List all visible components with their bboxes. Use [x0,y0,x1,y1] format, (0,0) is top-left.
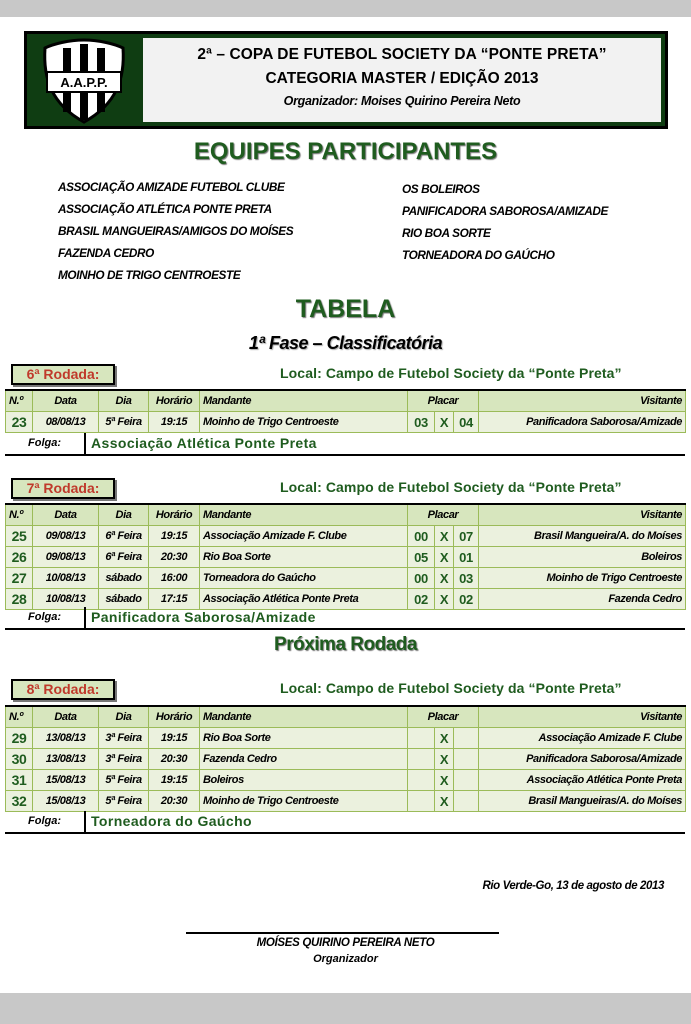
home-team: Moinho de Trigo Centroeste [200,791,408,812]
col-visitante: Visitante [479,504,686,526]
game-date: 15/08/13 [33,791,99,812]
header-category: CATEGORIA MASTER / EDIÇÃO 2013 [265,70,539,87]
header-text-panel [143,38,661,122]
col-dia: Dia [99,504,149,526]
game-number: 29 [6,728,33,749]
header-organizer: Organizador: Moises Quirino Pereira Neto [283,94,521,108]
score-separator: X [435,568,454,589]
game-time: 19:15 [149,412,200,433]
table-row [6,770,686,791]
away-score [454,749,479,770]
team-item: FAZENDA CEDRO [58,246,154,260]
header-title: 2ª – COPA DE FUTEBOL SOCIETY DA “PONTE PRETA” [197,46,607,63]
col-horario: Horário [149,504,200,526]
table-header-row [6,390,686,412]
next-round-title: Próxima Rodada [274,634,417,655]
game-number: 28 [6,589,33,610]
home-score [408,749,435,770]
round-8-table [5,705,686,812]
game-time: 17:15 [149,589,200,610]
home-team: Rio Boa Sorte [200,728,408,749]
col-horario: Horário [149,390,200,412]
table-row [6,526,686,547]
bye-team: Panificadora Saborosa/Amizade [91,609,316,625]
home-score: 02 [408,589,435,610]
col-data: Data [33,390,99,412]
score-separator: X [435,770,454,791]
home-team: Associação Amizade F. Clube [200,526,408,547]
top-border-bar [0,0,691,17]
away-team: Panificadora Saborosa/Amizade [479,412,686,433]
bye-row [5,433,685,456]
col-num: N.º [6,390,33,412]
club-shield-logo [39,38,129,124]
score-separator: X [435,589,454,610]
bye-team: Torneadora do Gaúcho [91,813,252,829]
game-day: 3ª Feira [99,728,149,749]
home-score: 03 [408,412,435,433]
round-location: Local: Campo de Futebol Society da “Ponte Preta” [280,680,622,696]
bye-label: Folga: [5,433,86,454]
table-row [6,547,686,568]
home-team: Rio Boa Sorte [200,547,408,568]
away-score: 04 [454,412,479,433]
game-date: 10/08/13 [33,568,99,589]
round-badge: 8ª Rodada: [11,679,115,700]
round-6-table [5,389,686,433]
score-separator: X [435,547,454,568]
score-separator: X [435,791,454,812]
game-time: 20:30 [149,547,200,568]
team-item: PANIFICADORA SABOROSA/AMIZADE [402,204,608,218]
game-number: 31 [6,770,33,791]
col-visitante: Visitante [479,706,686,728]
team-item: BRASIL MANGUEIRAS/AMIGOS DO MOÍSES [58,224,294,238]
team-item: ASSOCIAÇÃO AMIZADE FUTEBOL CLUBE [58,180,285,194]
col-dia: Dia [99,390,149,412]
round-7-table [5,503,686,610]
game-day: sábado [99,589,149,610]
round-badge: 7ª Rodada: [11,478,115,499]
col-mandante: Mandante [200,390,408,412]
away-score [454,791,479,812]
home-score [408,770,435,791]
teams-left-list [58,176,293,286]
game-day: 5ª Feira [99,791,149,812]
table-row [6,568,686,589]
team-item: TORNEADORA DO GAÚCHO [402,248,555,262]
team-item: ASSOCIAÇÃO ATLÉTICA PONTE PRETA [58,202,272,216]
score-separator: X [435,749,454,770]
home-score [408,728,435,749]
signature-role: Organizador [313,953,378,965]
game-time: 19:15 [149,526,200,547]
col-data: Data [33,706,99,728]
round-location: Local: Campo de Futebol Society da “Ponte Preta” [280,479,622,495]
bye-label: Folga: [5,607,86,628]
signature-line [186,932,499,934]
table-row [6,749,686,770]
home-team: Associação Atlética Ponte Preta [200,589,408,610]
game-number: 27 [6,568,33,589]
tabela-title: TABELA [295,295,396,323]
away-team: Brasil Mangueira/A. do Moíses [479,526,686,547]
game-date: 08/08/13 [33,412,99,433]
game-day: 3ª Feira [99,749,149,770]
team-item: OS BOLEIROS [402,182,480,196]
signature-name: MOÍSES QUIRINO PEREIRA NETO [256,937,435,949]
away-score: 07 [454,526,479,547]
game-time: 19:15 [149,770,200,791]
bye-row [5,811,685,834]
table-header-row [6,706,686,728]
away-score: 01 [454,547,479,568]
away-score [454,728,479,749]
home-team: Boleiros [200,770,408,791]
col-data: Data [33,504,99,526]
bottom-border-bar [0,993,691,1024]
game-day: 5ª Feira [99,412,149,433]
home-score [408,791,435,812]
table-header-row [6,504,686,526]
away-team: Fazenda Cedro [479,589,686,610]
away-team: Associação Amizade F. Clube [479,728,686,749]
game-number: 26 [6,547,33,568]
game-date: 13/08/13 [33,749,99,770]
col-mandante: Mandante [200,706,408,728]
game-day: 5ª Feira [99,770,149,791]
col-placar: Placar [408,706,479,728]
table-row [6,412,686,433]
away-team: Associação Atlética Ponte Preta [479,770,686,791]
game-time: 20:30 [149,791,200,812]
game-date: 10/08/13 [33,589,99,610]
away-score: 03 [454,568,479,589]
home-score: 00 [408,526,435,547]
game-time: 16:00 [149,568,200,589]
round-badge: 6ª Rodada: [11,364,115,385]
game-number: 23 [6,412,33,433]
away-team: Moinho de Trigo Centroeste [479,568,686,589]
team-item: MOINHO DE TRIGO CENTROESTE [58,268,241,282]
game-day: 6ª Feira [99,526,149,547]
score-separator: X [435,728,454,749]
col-num: N.º [6,706,33,728]
col-placar: Placar [408,504,479,526]
table-row [6,728,686,749]
game-date: 15/08/13 [33,770,99,791]
home-team: Moinho de Trigo Centroeste [200,412,408,433]
round-location: Local: Campo de Futebol Society da “Ponte Preta” [280,365,622,381]
col-mandante: Mandante [200,504,408,526]
col-num: N.º [6,504,33,526]
city-date: Rio Verde-Go, 13 de agosto de 2013 [482,880,664,892]
away-team: Panificadora Saborosa/Amizade [479,749,686,770]
teams-title: EQUIPES PARTICIPANTES [193,138,498,165]
away-team: Brasil Mangueiras/A. do Moíses [479,791,686,812]
score-separator: X [435,526,454,547]
game-number: 32 [6,791,33,812]
game-day: 6ª Feira [99,547,149,568]
score-separator: X [435,412,454,433]
svg-text:A.A.P.P.: A.A.P.P. [60,75,108,90]
game-date: 09/08/13 [33,526,99,547]
table-row [6,791,686,812]
col-horario: Horário [149,706,200,728]
game-time: 20:30 [149,749,200,770]
team-item: RIO BOA SORTE [402,226,491,240]
game-time: 19:15 [149,728,200,749]
bye-row [5,607,685,630]
game-date: 09/08/13 [33,547,99,568]
away-score [454,770,479,791]
game-day: sábado [99,568,149,589]
game-number: 25 [6,526,33,547]
bye-team: Associação Atlética Ponte Preta [91,435,317,451]
header-box [24,31,668,129]
col-dia: Dia [99,706,149,728]
home-team: Fazenda Cedro [200,749,408,770]
bye-label: Folga: [5,811,86,832]
col-visitante: Visitante [479,390,686,412]
teams-right-list [402,178,608,266]
col-placar: Placar [408,390,479,412]
away-team: Boleiros [479,547,686,568]
home-team: Torneadora do Gaúcho [200,568,408,589]
game-date: 13/08/13 [33,728,99,749]
home-score: 05 [408,547,435,568]
away-score: 02 [454,589,479,610]
game-number: 30 [6,749,33,770]
home-score: 00 [408,568,435,589]
phase-title: 1ª Fase – Classificatória [248,333,443,353]
